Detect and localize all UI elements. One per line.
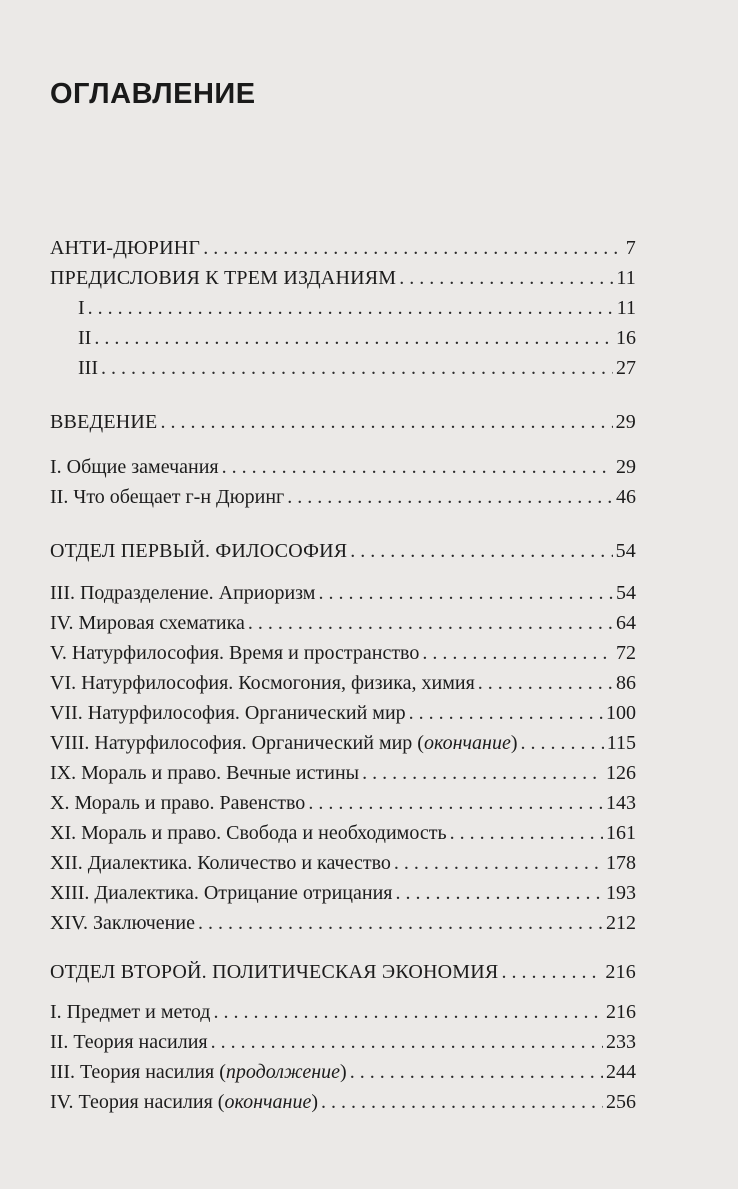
toc-entry-title-text: XIV. Заключение: [50, 912, 195, 934]
toc-entry-title-text: II. Теория насилия: [50, 1031, 208, 1053]
toc-entry: [50, 539, 636, 563]
dot-leader: [350, 1060, 603, 1084]
toc-entry-title-italic: окончание: [224, 1091, 312, 1113]
toc-entry-page-number: 244: [606, 1061, 636, 1083]
dot-leader: [213, 1000, 603, 1024]
toc-entry-page-number: 46: [616, 486, 636, 508]
toc-entry-title-text: ОТДЕЛ ПЕРВЫЙ. ФИЛОСОФИЯ: [50, 540, 348, 562]
toc-entry-title-text: III. Теория насилия (: [50, 1061, 226, 1083]
toc-entry: [50, 960, 636, 984]
dot-leader: [88, 296, 614, 320]
toc-entry-title-text: III: [78, 357, 98, 379]
toc-entry-title-italic: продолжение: [225, 1061, 341, 1083]
dot-leader: [350, 539, 612, 563]
toc-entry: [50, 1030, 636, 1054]
toc-entry: [50, 761, 636, 785]
toc-entry-title: [50, 1060, 347, 1084]
dot-leader: [101, 356, 613, 380]
dot-leader: [521, 731, 604, 755]
toc-entry-title-end: ): [311, 1091, 318, 1113]
dot-leader: [248, 611, 613, 635]
toc-entry-title: [50, 266, 396, 290]
toc-entry-page-number: 100: [606, 702, 636, 724]
toc-entry-title-text: II. Что обещает г-н Дюринг: [50, 486, 285, 508]
toc-entry-title-text: XII. Диалектика. Количество и качество: [50, 852, 391, 874]
toc-entry-title: [50, 581, 315, 605]
toc-entry-title-text: АНТИ-ДЮРИНГ: [50, 237, 201, 259]
dot-leader: [198, 911, 603, 935]
toc-entry-page-number: 115: [606, 732, 636, 754]
toc-entry-title: [50, 1090, 318, 1114]
toc-entry: [50, 410, 636, 434]
toc-entry: [50, 296, 636, 320]
toc-entry-page-number: 126: [606, 762, 636, 784]
toc-entry-title: [50, 791, 305, 815]
dot-leader: [160, 410, 612, 434]
toc-entry: [50, 266, 636, 290]
toc-entry: [50, 911, 636, 935]
toc-entry-page-number: 256: [606, 1091, 636, 1113]
dot-leader: [203, 236, 623, 260]
toc-entry-page-number: 86: [616, 672, 636, 694]
toc-entry-title: [50, 731, 518, 755]
toc-entry-title: [50, 641, 419, 665]
toc-entry-page-number: 7: [625, 237, 636, 259]
toc-entry-title-italic: окончание: [423, 732, 511, 754]
toc-entry: [50, 671, 636, 695]
toc-entry-title-text: I. Предмет и метод: [50, 1001, 211, 1023]
toc-entry-page-number: 143: [606, 792, 636, 814]
toc-entry: [50, 455, 636, 479]
dot-leader: [422, 641, 613, 665]
toc-entry: [50, 641, 636, 665]
toc-entry-title-text: VI. Натурфилософия. Космогония, физика, химия: [50, 672, 475, 694]
toc-entry-title-text: V. Натурфилософия. Время и пространство: [50, 642, 420, 664]
toc-entry-title-text: XIII. Диалектика. Отрицание отрицания: [50, 882, 393, 904]
toc-entry-page-number: 193: [606, 882, 636, 904]
toc-entry-title: [50, 1030, 208, 1054]
toc-entry-title: [50, 911, 195, 935]
toc-entry-page-number: 212: [606, 912, 636, 934]
dot-leader: [450, 821, 603, 845]
toc-entry-title: [50, 539, 347, 563]
toc-entry-title: [50, 455, 219, 479]
dot-leader: [222, 455, 613, 479]
toc-entry-title-text: ВВЕДЕНИЕ: [50, 411, 158, 433]
toc-entry: [50, 236, 636, 260]
dot-leader: [399, 266, 613, 290]
toc-entry: [50, 581, 636, 605]
toc-entry-title-text: II: [78, 327, 92, 349]
toc-entry-title: [50, 671, 475, 695]
dot-leader: [321, 1090, 603, 1114]
dot-leader: [287, 485, 613, 509]
page-title: ОГЛАВЛЕНИЕ: [50, 78, 256, 110]
dot-leader: [478, 671, 613, 695]
toc-entry-title-text: I: [78, 297, 85, 319]
toc-entry: [50, 485, 636, 509]
toc-entry-page-number: 64: [616, 612, 636, 634]
toc-entry-page-number: 11: [616, 297, 636, 319]
toc-entry-page-number: 29: [616, 456, 636, 478]
toc-entry-title-text: VIII. Натурфилософия. Органический мир (: [50, 732, 424, 754]
dot-leader: [409, 701, 603, 725]
toc-entry-page-number: 72: [616, 642, 636, 664]
toc-entry: [50, 611, 636, 635]
toc-entry: [50, 821, 636, 845]
toc-entry-title-text: ПРЕДИСЛОВИЯ К ТРЕМ ИЗДАНИЯМ: [50, 267, 397, 289]
toc-entry-page-number: 216: [605, 961, 636, 983]
toc-entry-title-text: I. Общие замечания: [50, 456, 219, 478]
toc-entry-page-number: 16: [616, 327, 636, 349]
toc-entry-title: [50, 701, 406, 725]
toc-entry-title: [50, 821, 447, 845]
toc-entry-page-number: 54: [616, 582, 636, 604]
toc-entry-title: [50, 851, 391, 875]
toc-entry-title-text: XI. Мораль и право. Свобода и необходимость: [50, 822, 447, 844]
toc-entry: [50, 881, 636, 905]
toc-entry-title-text: IX. Мораль и право. Вечные истины: [50, 762, 360, 784]
toc-entry-page-number: 27: [616, 357, 636, 379]
toc-entry-title: [50, 410, 157, 434]
toc-entry-title-text: X. Мораль и право. Равенство: [50, 792, 306, 814]
toc-entry-title-text: IV. Теория насилия (: [50, 1091, 225, 1113]
dot-leader: [395, 881, 603, 905]
toc-entry-title-end: ): [510, 732, 518, 754]
toc-entry: [50, 1060, 636, 1084]
toc-entry: [50, 356, 636, 380]
toc-entry: [50, 791, 636, 815]
toc-entry: [50, 1000, 636, 1024]
toc-entry-title: [50, 356, 98, 380]
toc-entry-title: [50, 236, 200, 260]
toc-entry: [50, 851, 636, 875]
toc-entry-title: [50, 960, 498, 984]
toc-entry-title-text: VII. Натурфилософия. Органический мир: [50, 702, 406, 724]
toc-entry: [50, 326, 636, 350]
toc-entry-title: [50, 1000, 210, 1024]
toc-entry-title: [50, 326, 91, 350]
toc-entry: [50, 701, 636, 725]
toc-entry-page-number: 216: [606, 1001, 636, 1023]
toc-entry-title: [50, 881, 392, 905]
dot-leader: [94, 326, 613, 350]
toc-entry-page-number: 29: [615, 411, 636, 433]
toc-entry-page-number: 54: [615, 540, 636, 562]
toc-entry-page-number: 161: [606, 822, 636, 844]
toc-entry-title: [50, 761, 359, 785]
toc-entry-title-text: III. Подразделение. Априоризм: [50, 582, 316, 604]
toc-entry-page-number: 11: [616, 267, 636, 289]
dot-leader: [211, 1030, 603, 1054]
toc-entry-page-number: 233: [606, 1031, 636, 1053]
toc-entry: [50, 1090, 636, 1114]
toc-entry: [50, 731, 636, 755]
toc-entry-title-text: ОТДЕЛ ВТОРОЙ. ПОЛИТИЧЕСКАЯ ЭКОНОМИЯ: [50, 961, 499, 983]
toc-entry-title: [50, 485, 284, 509]
toc-entry-title-text: IV. Мировая схематика: [50, 612, 245, 634]
toc-entry-title-end: ): [340, 1061, 347, 1083]
dot-leader: [394, 851, 603, 875]
dot-leader: [308, 791, 603, 815]
toc-entry-title: [50, 296, 85, 320]
dot-leader: [362, 761, 603, 785]
toc-entry-title: [50, 611, 245, 635]
toc-entry-page-number: 178: [606, 852, 636, 874]
dot-leader: [318, 581, 613, 605]
dot-leader: [501, 960, 602, 984]
